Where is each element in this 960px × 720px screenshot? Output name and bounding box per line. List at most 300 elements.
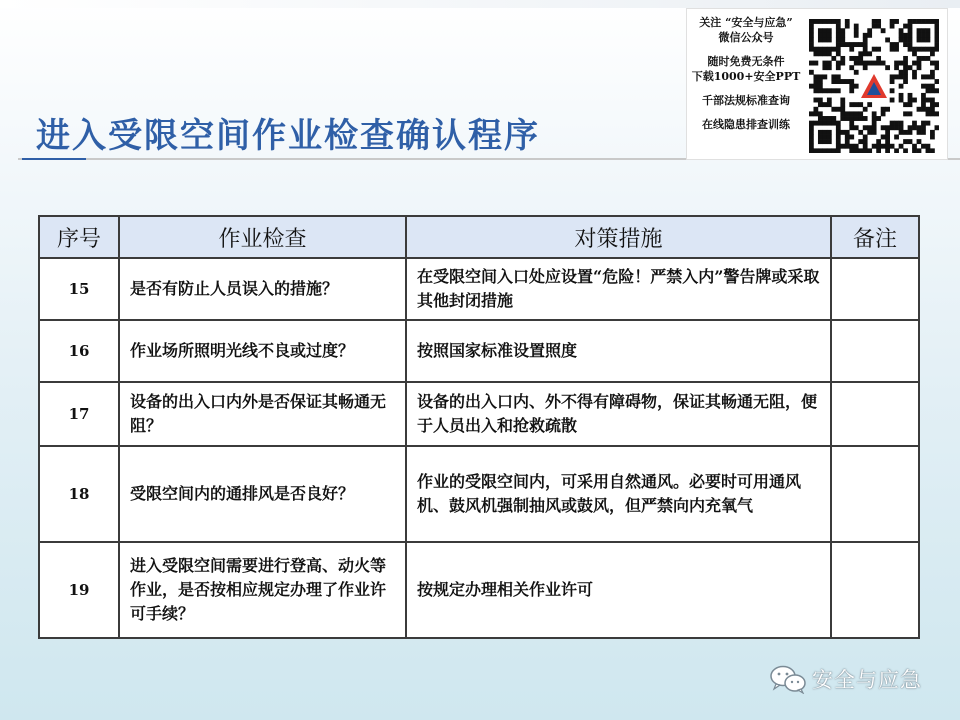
qr-module [822, 65, 827, 70]
qr-module [903, 70, 908, 75]
qr-module [836, 24, 841, 29]
qr-module [872, 61, 877, 66]
qr-module [908, 33, 913, 38]
qr-module [908, 139, 913, 144]
qr-module [827, 116, 832, 121]
qr-module [818, 130, 823, 135]
qr-module [818, 102, 823, 107]
qr-module [912, 74, 917, 79]
qr-module [818, 121, 823, 126]
qr-module [899, 70, 904, 75]
qr-module [813, 88, 818, 93]
promo-line: 微信公众号 [718, 31, 774, 44]
qr-module [926, 148, 931, 153]
qr-module [863, 148, 868, 153]
qr-module [890, 121, 895, 126]
qr-module [930, 19, 935, 24]
qr-module [813, 98, 818, 103]
qr-module [845, 42, 850, 47]
promo-line: 随时免费无条件 [707, 55, 785, 68]
qr-module [809, 47, 814, 52]
qr-module [818, 37, 823, 42]
qr-module [903, 61, 908, 66]
qr-module [840, 111, 845, 116]
qr-module [840, 28, 845, 33]
qr-module [917, 47, 922, 52]
row-note [831, 382, 919, 446]
qr-module [858, 148, 863, 153]
promo-text [687, 15, 805, 141]
qr-module [917, 19, 922, 24]
qr-module [899, 37, 904, 42]
qr-module [885, 139, 890, 144]
qr-module [890, 98, 895, 103]
qr-module [903, 56, 908, 61]
qr-module [935, 79, 939, 84]
qr-module [836, 37, 841, 42]
table-row [39, 320, 919, 382]
qr-module [809, 70, 814, 75]
qr-module [917, 107, 922, 112]
qr-module [917, 61, 922, 66]
qr-module [858, 61, 863, 66]
qr-module [921, 144, 926, 149]
row-check: 设备的出入口内外是否保证其畅通无阻？ [119, 382, 406, 446]
qr-module [827, 130, 832, 135]
qr-module [872, 47, 877, 52]
qr-module [858, 56, 863, 61]
qr-module [818, 74, 823, 79]
qr-module [840, 107, 845, 112]
header-measure: 对策措施 [406, 216, 831, 258]
qr-module [854, 61, 859, 66]
qr-module [894, 42, 899, 47]
qr-module [894, 74, 899, 79]
qr-module [845, 116, 850, 121]
qr-module [894, 65, 899, 70]
table-header-row [39, 216, 919, 258]
qr-module [903, 148, 908, 153]
qr-module [836, 148, 841, 153]
qr-module [840, 79, 845, 84]
qr-module [818, 139, 823, 144]
row-note [831, 542, 919, 638]
qr-module [912, 47, 917, 52]
qr-module [908, 65, 913, 70]
qr-module [849, 84, 854, 89]
qr-module [935, 65, 939, 70]
qr-module [840, 116, 845, 121]
qr-module [827, 65, 832, 70]
slide-title: 进入受限空间作业检查确认程序 [36, 116, 540, 156]
qr-module [836, 121, 841, 126]
qr-module [840, 42, 845, 47]
qr-module [849, 116, 854, 121]
qr-module [908, 102, 913, 107]
qr-module [822, 135, 827, 140]
qr-module [840, 56, 845, 61]
qr-module [836, 139, 841, 144]
qr-module [867, 61, 872, 66]
qr-module [840, 37, 845, 42]
qr-module [930, 47, 935, 52]
qr-module [890, 125, 895, 130]
qr-module [827, 19, 832, 24]
qr-module [836, 74, 841, 79]
qr-module [831, 148, 836, 153]
qr-module [876, 56, 881, 61]
qr-module [822, 74, 827, 79]
qr-module [863, 33, 868, 38]
qr-module [867, 33, 872, 38]
row-note [831, 446, 919, 542]
qr-module [899, 121, 904, 126]
promo-line: 关注 “安全与应急” [699, 16, 793, 29]
qr-module [849, 144, 854, 149]
qr-module [831, 56, 836, 61]
qr-module [831, 107, 836, 112]
qr-module [921, 93, 926, 98]
qr-module [912, 61, 917, 66]
qr-module [809, 125, 814, 130]
qr-module [903, 42, 908, 47]
qr-module [917, 37, 922, 42]
qr-module [921, 56, 926, 61]
qr-module [921, 74, 926, 79]
qr-module [890, 42, 895, 47]
qr-module [809, 135, 814, 140]
qr-module [899, 144, 904, 149]
row-measure: 按规定办理相关作业许可 [406, 542, 831, 638]
qr-module [809, 111, 814, 116]
qr-module [858, 102, 863, 107]
qr-module [858, 116, 863, 121]
qr-module [845, 79, 850, 84]
qr-module [849, 121, 854, 126]
qr-module [845, 19, 850, 24]
qr-module [818, 47, 823, 52]
qr-module [917, 139, 922, 144]
qr-module [854, 148, 859, 153]
qr-module [827, 37, 832, 42]
qr-module [872, 125, 877, 130]
qr-module [827, 139, 832, 144]
qr-module [813, 79, 818, 84]
qr-module [885, 107, 890, 112]
qr-module [908, 98, 913, 103]
qr-module [935, 37, 939, 42]
qr-module [921, 33, 926, 38]
qr-module [926, 98, 931, 103]
qr-module [863, 139, 868, 144]
qr-module [813, 121, 818, 126]
qr-module [890, 88, 895, 93]
qr-module [809, 144, 814, 149]
qr-module [822, 130, 827, 135]
qr-module [921, 98, 926, 103]
top-strip [0, 0, 960, 8]
qr-module [935, 47, 939, 52]
qr-module [863, 125, 868, 130]
qr-module [849, 111, 854, 116]
row-no: 18 [39, 446, 119, 542]
qr-module [908, 111, 913, 116]
qr-module [863, 144, 868, 149]
qr-module [845, 135, 850, 140]
qr-module [894, 125, 899, 130]
qr-module [903, 24, 908, 29]
qr-module [818, 19, 823, 24]
row-check: 进入受限空间需要进行登高、动火等作业，是否按相应规定办理了作业许可手续？ [119, 542, 406, 638]
qr-module [912, 125, 917, 130]
qr-module [863, 116, 868, 121]
qr-module [822, 37, 827, 42]
qr-module [836, 19, 841, 24]
row-measure: 设备的出入口内、外不得有障碍物，保证其畅通无阻，便于人员出入和抢救疏散 [406, 382, 831, 446]
table-row [39, 382, 919, 446]
qr-module [845, 139, 850, 144]
table-row [39, 542, 919, 638]
qr-module [818, 88, 823, 93]
qr-module [935, 42, 939, 47]
qr-module [890, 47, 895, 52]
qr-module [813, 19, 818, 24]
qr-module [881, 107, 886, 112]
qr-module [836, 107, 841, 112]
qr-module [854, 42, 859, 47]
qr-module [912, 121, 917, 126]
qr-module [854, 70, 859, 75]
qr-module [863, 135, 868, 140]
qr-module [822, 47, 827, 52]
qr-module [912, 19, 917, 24]
qr-module [809, 139, 814, 144]
qr-module [930, 135, 935, 140]
qr-module [903, 33, 908, 38]
qr-module [849, 135, 854, 140]
qr-module [885, 148, 890, 153]
qr-module [876, 116, 881, 121]
qr-module [926, 37, 931, 42]
qr-module [926, 84, 931, 89]
header-no: 序号 [39, 216, 119, 258]
qr-module [872, 130, 877, 135]
qr-module [908, 28, 913, 33]
qr-module [858, 130, 863, 135]
qr-module [849, 47, 854, 52]
qr-module [840, 102, 845, 107]
qr-module [836, 65, 841, 70]
qr-module [863, 61, 868, 66]
qr-module [930, 74, 935, 79]
qr-module [903, 130, 908, 135]
qr-module [845, 111, 850, 116]
qr-module [863, 37, 868, 42]
qr-module [894, 148, 899, 153]
row-check: 是否有防止人员误入的措施？ [119, 258, 406, 320]
qr-module [930, 111, 935, 116]
qr-module [930, 98, 935, 103]
qr-module [917, 125, 922, 130]
qr-module [876, 24, 881, 29]
qr-module [894, 135, 899, 140]
qr-module [930, 88, 935, 93]
qr-module [818, 116, 823, 121]
qr-module [849, 42, 854, 47]
row-check: 受限空间内的通排风是否良好？ [119, 446, 406, 542]
row-measure: 按照国家标准设置照度 [406, 320, 831, 382]
qr-module [849, 88, 854, 93]
promo-line: 在线隐患排查训练 [702, 118, 790, 131]
qr-module [912, 148, 917, 153]
qr-module [908, 47, 913, 52]
qr-module [858, 42, 863, 47]
qr-module [818, 51, 823, 56]
qr-module [827, 28, 832, 33]
qr-module [930, 61, 935, 66]
qr-module [872, 144, 877, 149]
qr-module [921, 130, 926, 135]
qr-module [818, 84, 823, 89]
qr-module [867, 102, 872, 107]
qr-module [827, 88, 832, 93]
qr-module [863, 42, 868, 47]
table-row [39, 446, 919, 542]
qr-module [822, 116, 827, 121]
qr-module [818, 111, 823, 116]
title-divider-accent [22, 158, 86, 160]
qr-module [854, 116, 859, 121]
qr-module [908, 24, 913, 29]
qr-module [903, 102, 908, 107]
qr-module [926, 111, 931, 116]
qr-module [818, 148, 823, 153]
qr-module [876, 148, 881, 153]
qr-module [930, 84, 935, 89]
qr-module [890, 74, 895, 79]
qr-module [822, 61, 827, 66]
qr-module [809, 33, 814, 38]
qr-module [867, 130, 872, 135]
qr-module [827, 148, 832, 153]
qr-module [885, 37, 890, 42]
qr-module [822, 88, 827, 93]
promo-line: 下载1000+安全PPT [691, 70, 801, 83]
qr-module [813, 84, 818, 89]
qr-module [813, 74, 818, 79]
qr-module [903, 37, 908, 42]
qr-module [917, 56, 922, 61]
qr-module [930, 148, 935, 153]
qr-module [809, 84, 814, 89]
qr-module [831, 47, 836, 52]
qr-module [836, 125, 841, 130]
qr-module [822, 139, 827, 144]
qr-module [813, 51, 818, 56]
qr-module [827, 102, 832, 107]
watermark [768, 664, 922, 694]
qr-module [867, 148, 872, 153]
qr-module [881, 125, 886, 130]
qr-module [872, 111, 877, 116]
qr-module [809, 37, 814, 42]
qr-module [876, 61, 881, 66]
qr-module [858, 139, 863, 144]
qr-module [912, 98, 917, 103]
qr-module [899, 33, 904, 38]
qr-module [836, 79, 841, 84]
qr-module [836, 61, 841, 66]
qr-module [912, 51, 917, 56]
qr-module [840, 61, 845, 66]
qr-module [813, 107, 818, 112]
qr-module [908, 93, 913, 98]
qr-module [935, 111, 939, 116]
qr-module [885, 125, 890, 130]
qr-module [903, 74, 908, 79]
row-no: 15 [39, 258, 119, 320]
qr-module [845, 130, 850, 135]
qr-module [926, 107, 931, 112]
qr-module [903, 111, 908, 116]
qr-module [890, 19, 895, 24]
qr-module [935, 125, 939, 130]
qr-module [935, 19, 939, 24]
qr-module [836, 88, 841, 93]
qr-module [827, 121, 832, 126]
qr-module [899, 28, 904, 33]
qr-module [849, 148, 854, 153]
qr-module [903, 139, 908, 144]
qr-module [926, 144, 931, 149]
qr-module [885, 135, 890, 140]
row-note [831, 320, 919, 382]
qr-module [899, 84, 904, 89]
qr-module [926, 33, 931, 38]
qr-module [876, 139, 881, 144]
qr-module [827, 61, 832, 66]
qr-module [836, 130, 841, 135]
qr-module [831, 19, 836, 24]
qr-module [827, 98, 832, 103]
qr-module [894, 61, 899, 66]
qr-module [930, 102, 935, 107]
qr-module [854, 125, 859, 130]
qr-module [899, 98, 904, 103]
qr-module [867, 28, 872, 33]
qr-module [921, 125, 926, 130]
qr-module [854, 102, 859, 107]
qr-module [908, 125, 913, 130]
qr-module [813, 148, 818, 153]
qr-module [867, 125, 872, 130]
qr-module [818, 33, 823, 38]
qr-module [809, 61, 814, 66]
qr-module [885, 144, 890, 149]
qr-module [930, 51, 935, 56]
qr-module [858, 51, 863, 56]
qr-module [872, 116, 877, 121]
header-note: 备注 [831, 216, 919, 258]
qr-module [827, 51, 832, 56]
qr-module [935, 88, 939, 93]
qr-module [890, 144, 895, 149]
qr-module [921, 107, 926, 112]
row-no: 17 [39, 382, 119, 446]
qr-module [921, 102, 926, 107]
qr-module [921, 28, 926, 33]
qr-module [935, 28, 939, 33]
